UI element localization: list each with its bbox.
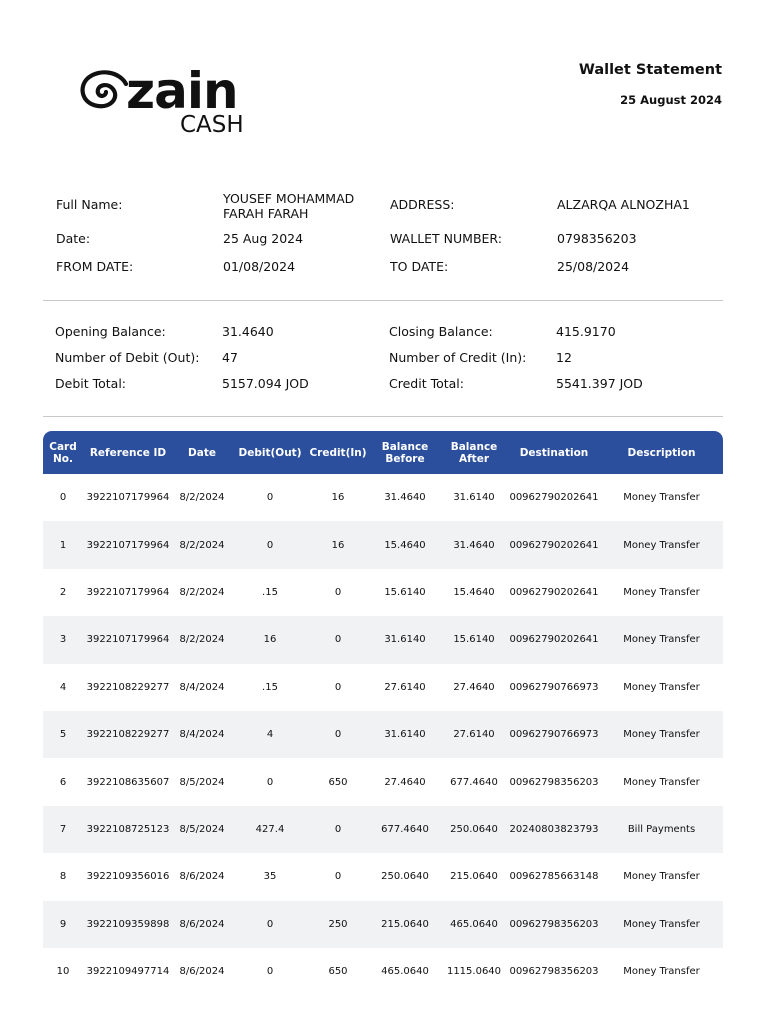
credit-total-label: Credit Total:: [389, 376, 464, 391]
wallet-number-label: WALLET NUMBER:: [390, 231, 502, 246]
debit-total-value: 5157.094 JOD: [222, 376, 309, 391]
credit-count-value: 12: [556, 350, 572, 365]
from-date-label: FROM DATE:: [56, 259, 134, 274]
balance-before-cell: 15.4640: [384, 539, 426, 551]
column-header: Credit(In): [309, 446, 367, 459]
credit-total-value: 5541.397 JOD: [556, 376, 643, 391]
date-cell: 8/2/2024: [179, 539, 225, 551]
card-no-cell: 9: [59, 918, 67, 930]
description-cell: Money Transfer: [623, 729, 700, 741]
credit-cell: 0: [334, 634, 342, 646]
date-value: 25 Aug 2024: [223, 231, 304, 246]
table-row: [43, 616, 723, 663]
table-row: [43, 521, 723, 568]
debit-cell: 0: [266, 776, 274, 788]
credit-cell: 16: [331, 492, 345, 504]
card-no-cell: 7: [59, 823, 67, 835]
date-cell: 8/2/2024: [179, 492, 225, 504]
credit-cell: 0: [334, 729, 342, 741]
debit-cell: 0: [266, 492, 274, 504]
full-name-label: Full Name:: [56, 197, 123, 212]
column-header: Balance After: [450, 440, 498, 465]
column-header: Destination: [519, 446, 589, 459]
date-cell: 8/2/2024: [179, 634, 225, 646]
credit-cell: 650: [328, 776, 348, 788]
debit-count-value: 47: [222, 350, 238, 365]
card-no-cell: 6: [59, 776, 67, 788]
description-cell: Bill Payments: [627, 823, 696, 835]
reference-id-cell: 3922109497714: [86, 966, 170, 978]
reference-id-cell: 3922107179964: [86, 539, 170, 551]
address-label: ADDRESS:: [390, 197, 455, 212]
destination-cell: 20240803823793: [509, 823, 599, 835]
column-header: Reference ID: [89, 446, 167, 459]
balance-after-cell: 1115.0640: [446, 966, 502, 978]
opening-balance-value: 31.4640: [222, 324, 274, 339]
column-header: Date: [188, 446, 216, 459]
date-cell: 8/4/2024: [179, 729, 225, 741]
table-row: [43, 474, 723, 521]
destination-cell: 00962790202641: [509, 492, 599, 504]
table-row: [43, 711, 723, 758]
card-no-cell: 0: [59, 492, 67, 504]
table-row: [43, 901, 723, 948]
closing-balance-value: 415.9170: [556, 324, 616, 339]
description-cell: Money Transfer: [623, 539, 700, 551]
destination-cell: 00962798356203: [509, 776, 599, 788]
balance-after-cell: 15.4640: [453, 586, 495, 598]
date-cell: 8/6/2024: [179, 871, 225, 883]
wallet-number-value: 0798356203: [557, 231, 637, 246]
date-label: Date:: [56, 231, 91, 246]
destination-cell: 00962798356203: [509, 918, 599, 930]
debit-cell: 427.4: [255, 823, 285, 835]
description-cell: Money Transfer: [623, 634, 700, 646]
debit-cell: 16: [263, 634, 277, 646]
reference-id-cell: 3922107179964: [86, 634, 170, 646]
table-row: [43, 758, 723, 805]
balance-after-cell: 15.6140: [453, 634, 495, 646]
balance-before-cell: 31.6140: [384, 634, 426, 646]
date-cell: 8/5/2024: [179, 776, 225, 788]
table-row: [43, 806, 723, 853]
destination-cell: 00962798356203: [509, 966, 599, 978]
debit-cell: 0: [266, 966, 274, 978]
credit-count-label: Number of Credit (In):: [389, 350, 527, 365]
table-body: [43, 474, 723, 995]
card-no-cell: 3: [59, 634, 67, 646]
balance-before-cell: 250.0640: [381, 871, 429, 883]
destination-cell: 00962790202641: [509, 586, 599, 598]
reference-id-cell: 3922108229277: [86, 729, 170, 741]
date-cell: 8/2/2024: [179, 586, 225, 598]
description-cell: Money Transfer: [623, 966, 700, 978]
balance-before-cell: 465.0640: [381, 966, 429, 978]
reference-id-cell: 3922107179964: [86, 586, 170, 598]
opening-balance-label: Opening Balance:: [55, 324, 166, 339]
table-row: [43, 569, 723, 616]
reference-id-cell: 3922109359898: [86, 918, 170, 930]
credit-cell: 0: [334, 586, 342, 598]
description-cell: Money Transfer: [623, 871, 700, 883]
credit-cell: 0: [334, 681, 342, 693]
description-cell: Money Transfer: [623, 776, 700, 788]
balance-before-cell: 27.4640: [384, 776, 426, 788]
statement-date: 25 August 2024: [620, 93, 722, 107]
balance-before-cell: 677.4640: [381, 823, 429, 835]
divider: [43, 416, 723, 417]
balance-after-cell: 677.4640: [450, 776, 498, 788]
destination-cell: 00962790766973: [509, 729, 599, 741]
logo-word: zain: [126, 62, 238, 120]
to-date-label: TO DATE:: [390, 259, 449, 274]
balance-after-cell: 465.0640: [450, 918, 498, 930]
date-cell: 8/5/2024: [179, 823, 225, 835]
date-cell: 8/6/2024: [179, 966, 225, 978]
address-value: ALZARQA ALNOZHA1: [557, 197, 690, 212]
card-no-cell: 5: [59, 729, 67, 741]
column-header: Card No.: [49, 440, 77, 465]
full-name-value: YOUSEF MOHAMMAD FARAH FARAH: [223, 191, 355, 221]
debit-cell: 0: [266, 918, 274, 930]
divider: [43, 300, 723, 301]
debit-cell: 4: [266, 729, 274, 741]
destination-cell: 00962790202641: [509, 539, 599, 551]
description-cell: Money Transfer: [623, 492, 700, 504]
destination-cell: 00962790766973: [509, 681, 599, 693]
card-no-cell: 4: [59, 681, 67, 693]
debit-cell: 0: [266, 539, 274, 551]
credit-cell: 0: [334, 823, 342, 835]
card-no-cell: 1: [59, 539, 67, 551]
card-no-cell: 2: [59, 586, 67, 598]
column-header: Balance Before: [381, 440, 429, 465]
balance-before-cell: 31.4640: [384, 492, 426, 504]
debit-cell: .15: [262, 586, 278, 598]
column-header: Description: [627, 446, 696, 459]
column-header: Debit(Out): [238, 446, 302, 459]
transactions-table: [43, 431, 723, 995]
card-no-cell: 8: [59, 871, 67, 883]
reference-id-cell: 3922108635607: [86, 776, 170, 788]
date-cell: 8/4/2024: [179, 681, 225, 693]
debit-total-label: Debit Total:: [55, 376, 127, 391]
debit-cell: .15: [262, 681, 278, 693]
balance-after-cell: 27.4640: [453, 681, 495, 693]
credit-cell: 16: [331, 539, 345, 551]
table-row: [43, 948, 723, 995]
zain-cash-logo: [76, 62, 266, 136]
reference-id-cell: 3922108725123: [86, 823, 170, 835]
table-header: [43, 431, 723, 474]
description-cell: Money Transfer: [623, 918, 700, 930]
balance-after-cell: 31.4640: [453, 539, 495, 551]
description-cell: Money Transfer: [623, 681, 700, 693]
credit-cell: 650: [328, 966, 348, 978]
balance-after-cell: 31.6140: [453, 492, 495, 504]
balance-before-cell: 27.6140: [384, 681, 426, 693]
reference-id-cell: 3922107179964: [86, 492, 170, 504]
destination-cell: 00962785663148: [509, 871, 599, 883]
reference-id-cell: 3922108229277: [86, 681, 170, 693]
to-date-value: 25/08/2024: [557, 259, 630, 274]
destination-cell: 00962790202641: [509, 634, 599, 646]
table-row: [43, 664, 723, 711]
balance-before-cell: 215.0640: [381, 918, 429, 930]
balance-before-cell: 31.6140: [384, 729, 426, 741]
balance-after-cell: 27.6140: [453, 729, 495, 741]
balance-before-cell: 15.6140: [384, 586, 426, 598]
credit-cell: 0: [334, 871, 342, 883]
table-row: [43, 853, 723, 900]
debit-cell: 35: [263, 871, 277, 883]
statement-header: [579, 62, 722, 107]
card-no-cell: 10: [56, 966, 70, 978]
logo-sub: CASH: [180, 112, 244, 136]
date-cell: 8/6/2024: [179, 918, 225, 930]
from-date-value: 01/08/2024: [223, 259, 296, 274]
debit-count-label: Number of Debit (Out):: [55, 350, 200, 365]
statement-title: Wallet Statement: [578, 62, 722, 78]
closing-balance-label: Closing Balance:: [389, 324, 493, 339]
description-cell: Money Transfer: [623, 586, 700, 598]
balance-after-cell: 215.0640: [450, 871, 498, 883]
reference-id-cell: 3922109356016: [86, 871, 170, 883]
credit-cell: 250: [328, 918, 348, 930]
balance-after-cell: 250.0640: [450, 823, 498, 835]
